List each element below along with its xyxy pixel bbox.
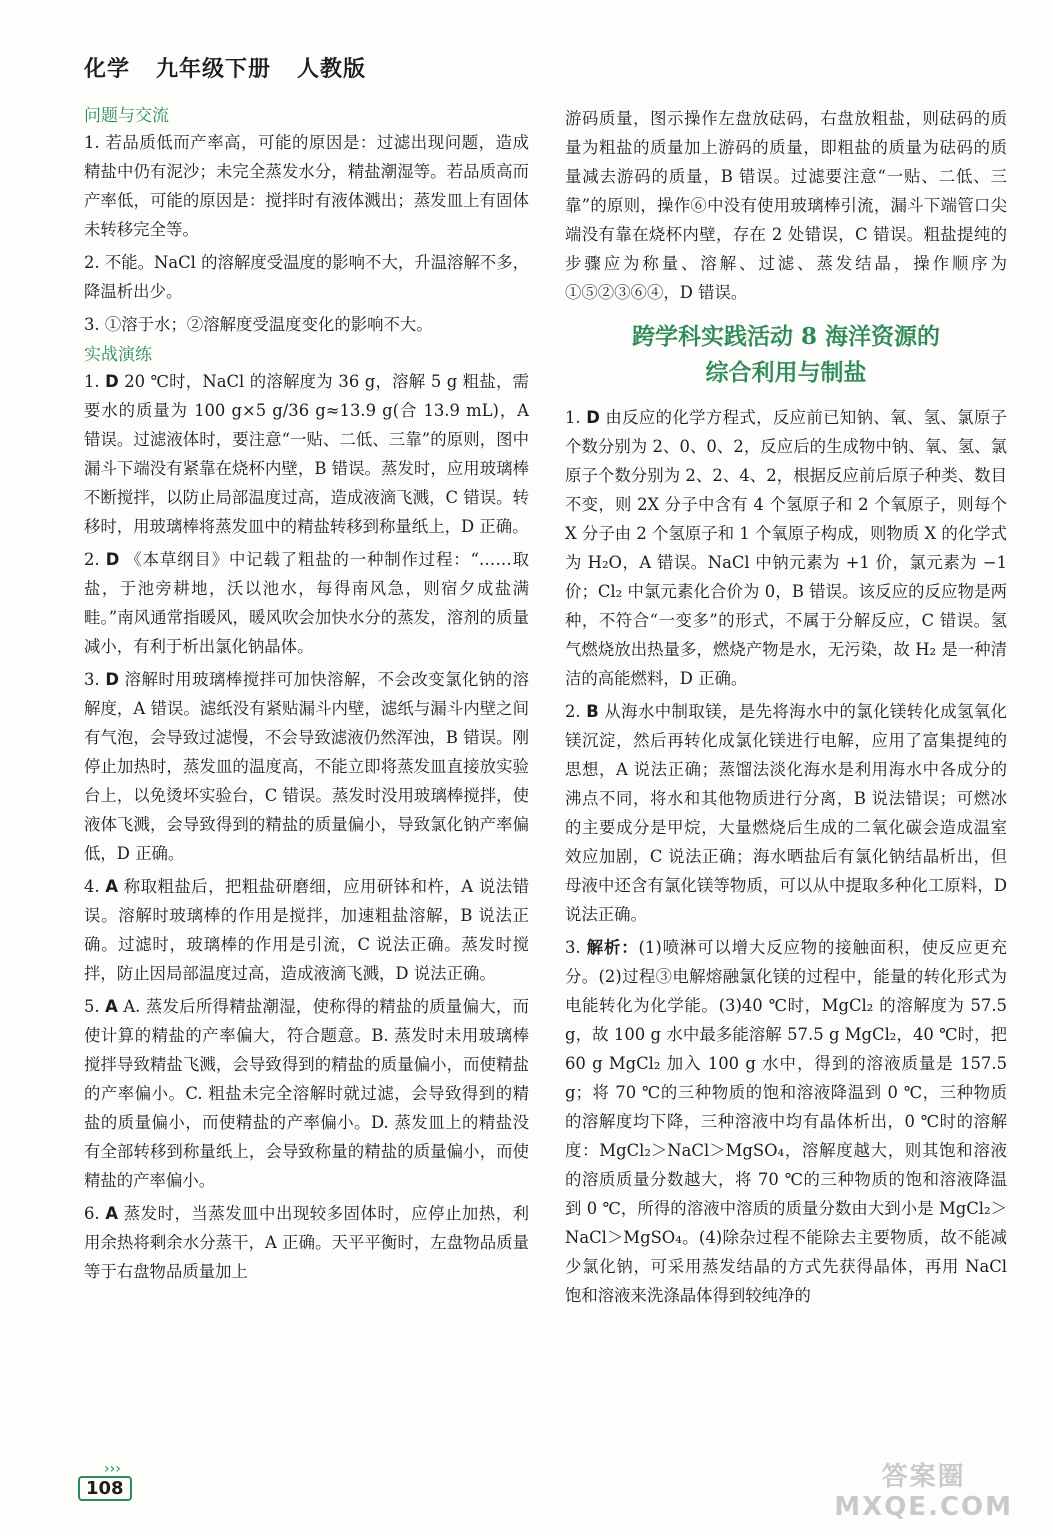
answer-letter: D: [586, 408, 600, 427]
practice-item: 2. D 《本草纲目》中记载了粗盐的一种制作过程：“……取盐，于池旁耕地，沃以池水，每得南风急，则宿夕成盐满畦。”南风通常指暖风，暖风吹会加快水分的蒸发，溶剂的质量减小，有利于析出氯化钠晶体。: [84, 550, 529, 656]
page-header: 化学 九年级下册 人教版: [84, 57, 366, 82]
page-number: 108: [78, 1476, 132, 1501]
page-arrow-icon: ›››: [104, 1461, 121, 1477]
answer-letter: A: [105, 877, 119, 896]
answer-letter: A: [105, 997, 118, 1016]
section-title-practice: 实战演练: [84, 345, 152, 365]
right-column: [565, 104, 1007, 1314]
practice-item: 5. A A. 蒸发后所得精盐潮湿，使称得的精盐的质量偏大，而使计算的精盐的产率偏大，符合题意。B. 蒸发时未用玻璃棒搅拌导致精盐飞溅，会导致得到的精盐的质量偏小，而使精盐的产率偏小。C. 粗盐未完全溶解时就过滤，会导致得到的精盐的质量偏小，而使精盐的产率偏小。D. 蒸发皿上的精盐没有全部转移到称量纸上，会导致称量的精盐的质量偏小，而使精盐的产率偏小。: [84, 997, 529, 1190]
left-column: [84, 104, 529, 1290]
section-title-qa: 问题与交流: [84, 106, 169, 126]
page-number-block: [78, 1462, 132, 1501]
answer-letter: A: [105, 1204, 119, 1223]
practice-item: 4. A 称取粗盐后，把粗盐研磨细，应用研钵和杵，A 说法错误。溶解时玻璃棒的作用是搅拌，加速粗盐溶解，B 说法正确。过滤时，玻璃棒的作用是引流，C 说法正确。蒸发时搅拌，防止因局部温度过高，造成液滴飞溅，D 说法正确。: [84, 877, 529, 983]
qa-item: 2. 不能。NaCl 的溶解度受温度的影响不大，升温溶解不多，降温析出少。: [84, 253, 529, 301]
practice-item: 6. A 蒸发时，当蒸发皿中出现较多固体时，应停止加热，利用余热将剩余水分蒸干，A 正确。天平平衡时，左盘物品质量等于右盘物品质量加上: [84, 1204, 530, 1281]
activity-item: 3. 解析：(1)喷淋可以增大反应物的接触面积，使反应更充分。(2)过程③电解熔融氯化镁的过程中，能量的转化形式为电能转化为化学能。(3)40 ℃时，MgCl₂ 的溶解度为 57.5 g，故 100 g 水中最多能溶解 57.5 g MgCl₂，40 ℃时，把 60 g MgCl₂ 加入 100 g 水中，得到的溶液质量是 157.5 g；将 70 ℃的三种物质的饱和溶液降温到 0 ℃，三种物质的溶解度均下降，三种溶液中均有晶体析出，0 ℃时的溶解度：MgCl₂＞NaCl＞MgSO₄，溶解度越大，则其饱和溶液的溶质质量分数越大，将 70 ℃的三种物质的饱和溶液降温到 0 ℃，所得的溶液中溶质的质量分数由大到小是 MgCl₂＞NaCl＞MgSO₄。(4)除杂过程不能除去主要物质，故不能减少氯化钠，可采用蒸发结晶的方式先获得晶体，再用 NaCl 饱和溶液来洗涤晶体得到较纯净的: [565, 938, 1008, 1305]
activity-item: 1. D 由反应的化学方程式，反应前已知钠、氧、氢、氯原子个数分别为 2、0、0、2，反应后的生成物中钠、氧、氢、氯原子个数分别为 2、2、4、2，根据反应前后原子种类、数目不变，则 2X 分子中含有 4 个氢原子和 2 个氧原子，则每个 X 分子由 2 个氢原子和 1 个氧原子构成，则物质 X 的化学式为 H₂O，A 错误。NaCl 中钠元素为 +1 价，氯元素为 −1 价；Cl₂ 中氯元素化合价为 0，B 错误。该反应的反应物是两种，不符合“一变多”的形式，不属于分解反应，C 错误。氢气燃烧放出热量多，燃烧产物是水，无污染，故 H₂ 是一种清洁的高能燃料，D 正确。: [565, 408, 1008, 688]
practice-item: 3. D 溶解时用玻璃棒搅拌可加快溶解，不会改变氯化钠的溶解度，A 错误。滤纸没有紧贴漏斗内壁，滤纸与漏斗内壁之间有气泡，会导致过滤慢，不会导致滤液仍然浑浊，B 错误。刚停止加热时，蒸发皿的温度高，不能立即将蒸发皿直接放实验台上，以免烫坏实验台，C 错误。蒸发时没用玻璃棒搅拌，使液体飞溅，会导致得到的精盐的质量偏小，导致氯化钠产率偏低，D 正确。: [84, 670, 530, 863]
activity-item: 2. B 从海水中制取镁，是先将海水中的氯化镁转化成氢氧化镁沉淀，然后再转化成氯化镁进行电解，应用了富集提纯的思想，A 说法正确；蒸馏法淡化海水是利用海水中各成分的沸点不同，将水和其他物质进行分离，B 说法错误；可燃冰的主要成分是甲烷，大量燃烧后生成的二氧化碳会造成温室效应加剧，C 说法正确；海水晒盐后有氯化钠结晶析出，但母液中还含有氯化镁等物质，可以从中提取多种化工原料，D 说法正确。: [565, 702, 1008, 924]
answer-letter: D: [105, 550, 120, 569]
answer-label: 解析：: [586, 938, 639, 957]
qa-item: 1. 若品质低而产率高，可能的原因是：过滤出现问题，造成精盐中仍有泥沙；未完全蒸发水分，精盐潮湿等。若品质高而产率低，可能的原因是：搅拌时有液体溅出；蒸发皿上有固体未转移完全等。: [84, 133, 529, 239]
practice-item: 1. D 20 ℃时，NaCl 的溶解度为 36 g，溶解 5 g 粗盐，需要水的质量为 100 g×5 g/36 g≈13.9 g(合 13.9 mL)，A 错误。过滤液体时，要注意“一贴、二低、三靠”的原则，图中漏斗下端没有紧靠在烧杯内壁，B 错误。蒸发时，应用玻璃棒不断搅拌，以防止局部温度过高，造成液滴飞溅，C 错误。转移时，用玻璃棒将蒸发皿中的精盐转移到称量纸上，D 正确。: [84, 372, 529, 536]
answer-letter: D: [105, 670, 119, 689]
continued-paragraph: 游码质量，图示操作左盘放砝码，右盘放粗盐，则砝码的质量为粗盐的质量加上游码的质量，即粗盐的质量为砝码的质量减去游码的质量，B 错误。过滤要注意“一贴、二低、三靠”的原则，操作⑥中没有使用玻璃棒引流，漏斗下端管口尖端没有靠在烧杯内壁，存在 2 处错误，C 错误。粗盐提纯的步骤应为称量、溶解、过滤、蒸发结晶，操作顺序为①⑤②③⑥④，D 错误。: [565, 109, 1007, 302]
qa-item: 3. ①溶于水；②溶解度受温度变化的影响不大。: [84, 315, 433, 334]
answer-letter: B: [586, 702, 599, 721]
activity-title: 跨学科实践活动 8 海洋资源的 综合利用与制盐: [631, 323, 941, 386]
answer-letter: D: [105, 372, 119, 391]
watermark-logo: 答案圈 MXQE.COM: [834, 1462, 1013, 1522]
